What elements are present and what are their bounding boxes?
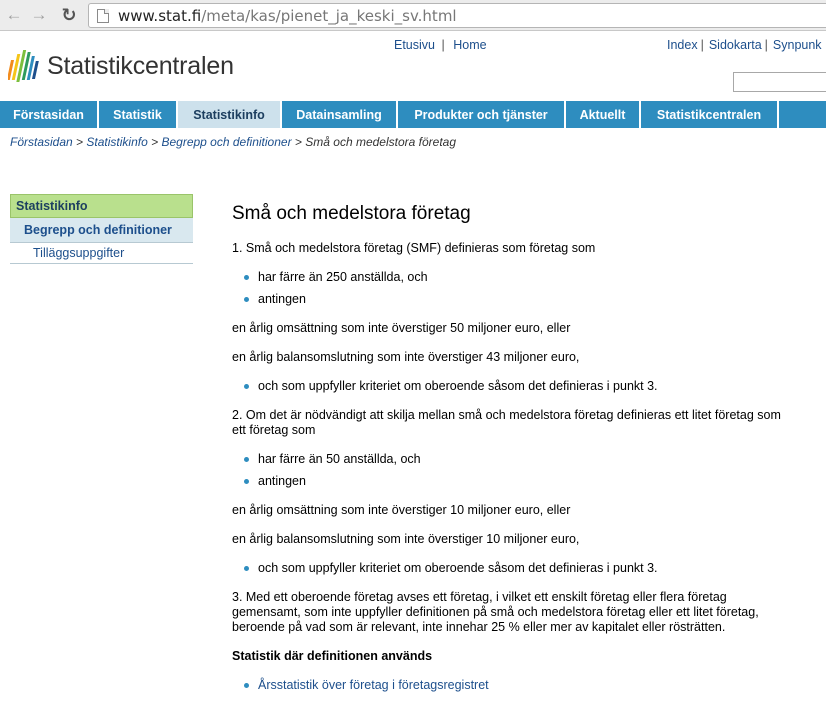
toplink-synpunkter[interactable]: Synpunk bbox=[772, 38, 822, 52]
list-item bbox=[242, 678, 792, 693]
logo-text: Statistikcentralen bbox=[47, 51, 234, 80]
page-title: Små och medelstora företag bbox=[232, 203, 471, 224]
paragraph: en årlig balansomslutning som inte överstiger 10 miljoner euro, bbox=[232, 532, 580, 546]
breadcrumb-separator: > bbox=[294, 135, 302, 149]
bullet-list bbox=[242, 379, 792, 394]
back-arrow-icon[interactable]: ← bbox=[5, 5, 23, 24]
breadcrumb-current: Små och medelstora företag bbox=[305, 135, 457, 149]
section-heading: Statistik där definitionen används bbox=[232, 649, 433, 663]
url-text bbox=[118, 7, 457, 25]
menu-statistik[interactable]: Statistik bbox=[99, 101, 178, 128]
toplink-home[interactable]: Home bbox=[453, 38, 487, 52]
list-item: och som uppfyller kriteriet om oberoende såsom det definieras i punkt 3. bbox=[242, 379, 792, 394]
menu-produkter[interactable]: Produkter och tjänster bbox=[398, 101, 566, 128]
list-item: har färre än 250 anställda, och bbox=[242, 270, 792, 285]
site-logo[interactable] bbox=[8, 44, 238, 88]
url-path: /meta/kas/pienet_ja_keski_sv.html bbox=[201, 6, 457, 25]
separator: | bbox=[764, 38, 768, 52]
bullet-list bbox=[242, 561, 792, 576]
paragraph: 2. Om det är nödvändigt att skilja mellan små och medelstora företag definieras ett litet företag som ett företag som bbox=[232, 408, 781, 437]
list-item: har färre än 50 anställda, och bbox=[242, 452, 792, 467]
menu-forstasidan[interactable]: Förstasidan bbox=[0, 101, 99, 128]
list-item: antingen bbox=[242, 292, 792, 307]
list-item: och som uppfyller kriteriet om oberoende såsom det definieras i punkt 3. bbox=[242, 561, 792, 576]
bullet-list bbox=[242, 270, 792, 307]
paragraph: en årlig omsättning som inte överstiger 10 miljoner euro, eller bbox=[232, 503, 571, 517]
logo-bars-icon bbox=[8, 46, 42, 86]
sidebar bbox=[10, 194, 193, 264]
main-menu bbox=[0, 101, 826, 128]
breadcrumb-separator: > bbox=[76, 135, 84, 149]
bullet-list bbox=[242, 678, 792, 693]
statistics-link[interactable]: Årsstatistik över företag i företagsregistret bbox=[258, 678, 489, 692]
paragraph: 3. Med ett oberoende företag avses ett företag, i vilket ett enskilt företag eller flera företag gemensamt, som inte uppfyller definitionen på små och medelstora företag eller ett litet företag, beroende på vad som är relevant, inte innehar 25 % eller mer av kapitalet eller rösträtten. bbox=[232, 590, 759, 634]
top-links-right bbox=[667, 38, 822, 52]
separator: | bbox=[700, 38, 704, 52]
breadcrumb-link[interactable]: Begrepp och definitioner bbox=[161, 135, 292, 149]
breadcrumb-separator: > bbox=[151, 135, 159, 149]
page-icon bbox=[97, 9, 109, 23]
search-input[interactable] bbox=[733, 72, 826, 92]
reload-icon[interactable]: ↻ bbox=[61, 4, 77, 25]
menu-aktuellt[interactable]: Aktuellt bbox=[566, 101, 641, 128]
menu-datainsamling[interactable]: Datainsamling bbox=[282, 101, 398, 128]
forward-arrow-icon[interactable]: → bbox=[30, 5, 48, 24]
toplink-index[interactable]: Index bbox=[667, 38, 698, 52]
breadcrumb-link[interactable]: Statistikinfo bbox=[86, 135, 148, 149]
breadcrumb bbox=[10, 135, 456, 149]
sidebar-heading[interactable]: Statistikinfo bbox=[10, 194, 193, 218]
bullet-list bbox=[242, 452, 792, 489]
toplink-etusivu[interactable]: Etusivu bbox=[394, 38, 435, 52]
list-item: antingen bbox=[242, 474, 792, 489]
menu-statistikcentralen[interactable]: Statistikcentralen bbox=[641, 101, 779, 128]
sidebar-item-begrepp[interactable]: Begrepp och definitioner bbox=[10, 218, 193, 243]
paragraph: en årlig balansomslutning som inte överstiger 43 miljoner euro, bbox=[232, 350, 580, 364]
main-content bbox=[232, 203, 792, 706]
top-links-left bbox=[394, 38, 487, 52]
address-bar[interactable] bbox=[88, 3, 826, 28]
breadcrumb-link[interactable]: Förstasidan bbox=[10, 135, 73, 149]
separator: | bbox=[438, 38, 445, 52]
toplink-sidokarta[interactable]: Sidokarta bbox=[708, 38, 762, 52]
paragraph: 1. Små och medelstora företag (SMF) definieras som företag som bbox=[232, 241, 596, 255]
menu-statistikinfo[interactable]: Statistikinfo bbox=[178, 101, 282, 128]
sidebar-item-tillagg[interactable]: Tilläggsuppgifter bbox=[10, 243, 193, 264]
url-host: www.stat.fi bbox=[118, 6, 202, 25]
browser-toolbar bbox=[0, 0, 826, 31]
paragraph: en årlig omsättning som inte överstiger 50 miljoner euro, eller bbox=[232, 321, 571, 335]
